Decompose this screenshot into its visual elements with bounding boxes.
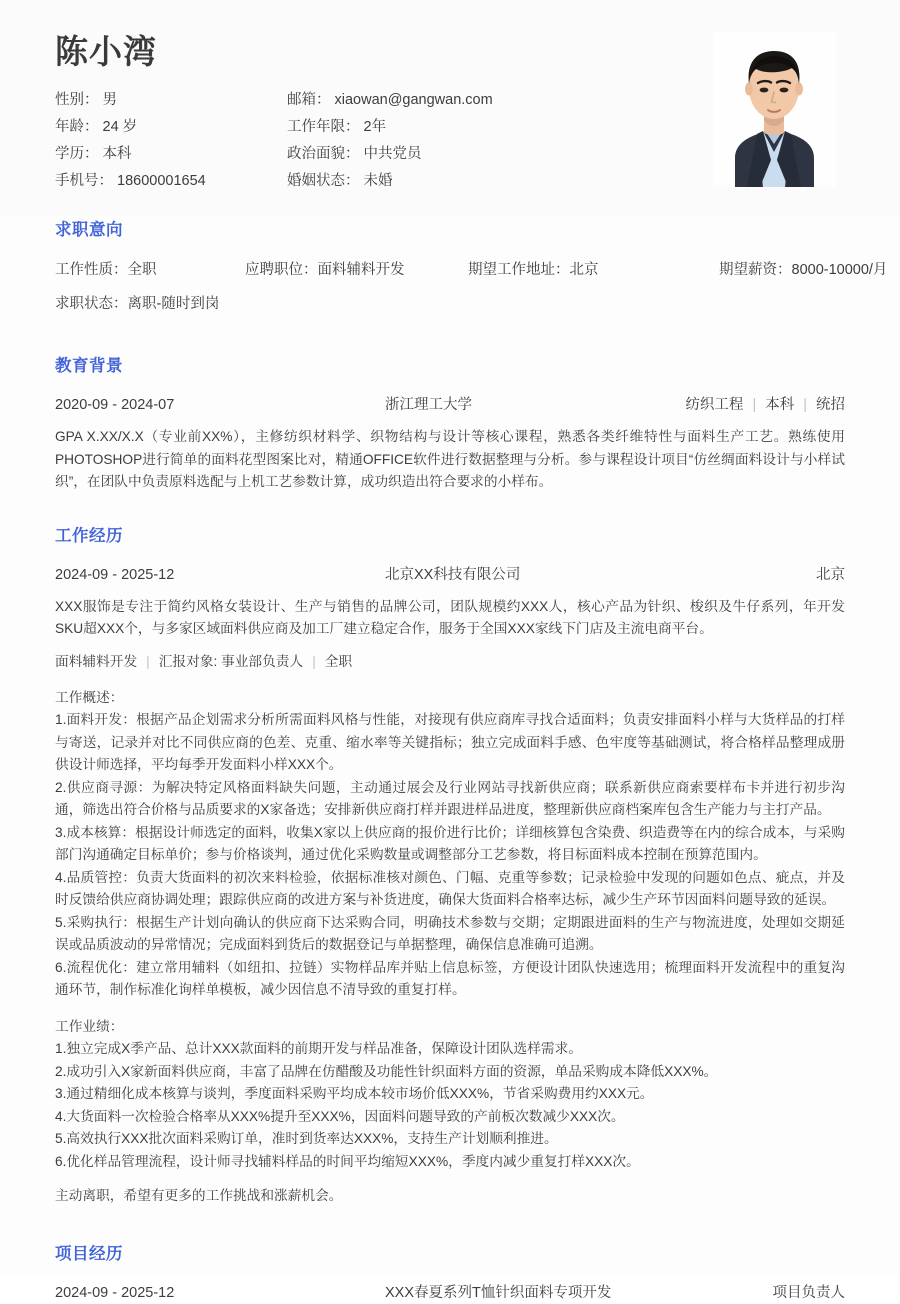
info-gender-value: 男 xyxy=(102,92,117,109)
expected-salary xyxy=(719,258,887,282)
job-intention-row-1 xyxy=(55,258,888,282)
applied-position-label: 应聘职位： xyxy=(245,262,318,279)
applied-position xyxy=(245,258,468,282)
work-achievement-label: 工作业绩： xyxy=(55,1018,124,1034)
list-item: 6.流程优化：建立常用辅料（如纽扣、拉链）实物样品库并贴上信息标签，方便设计团队快速选用；梳理面料开发流程中的重复沟通环节，制作标准化询样单模板，减少因信息不清导致的重复打样。 xyxy=(55,959,845,998)
section-education xyxy=(0,352,900,494)
applied-position-value: 面料辅料开发 xyxy=(317,262,405,279)
education-entry-head xyxy=(55,394,845,416)
project-date: 2024-09 - 2025-12 xyxy=(55,1284,175,1301)
job-nature-value: 全职 xyxy=(127,262,157,279)
info-education-value: 本科 xyxy=(102,146,132,163)
candidate-name: 陈小湾 xyxy=(55,33,157,70)
expected-location-value: 北京 xyxy=(569,262,599,279)
work-location: 北京 xyxy=(816,566,845,583)
info-gender xyxy=(55,90,287,111)
list-item: 3.成本核算：根据设计师选定的面料，收集X家以上供应商的报价进行比价；详细核算包含染费、织造费等在内的综合成本，与采购部门沟通确定目标单价；参与价格谈判，通过优化采购数量或调整部分工艺参数，将目标面料成本控制在预算范围内。 xyxy=(55,824,845,863)
project-entry-head xyxy=(55,1282,845,1304)
education-tag-admission: 统招 xyxy=(816,397,845,414)
job-seeking-status xyxy=(55,292,219,316)
work-company-intro: XXX服饰是专注于简约风格女装设计、生产与销售的品牌公司，团队规模约XXX人，核心产品为针织、梭织及牛仔系列，年开发SKU超XXX个，与多家区域面料供应商及加工厂建立稳定合作，服务于全国XXX家线下门店及主流电商平台。 xyxy=(55,598,845,637)
education-school: 浙江理工大学 xyxy=(385,397,472,414)
work-achievement-list xyxy=(55,1038,845,1173)
list-item: 4.品质管控：负责大货面料的初次来料检验，依据标准核对颜色、门幅、克重等参数；记录检验中发现的问题如色点、疵点，并及时反馈给供应商协调处理；跟踪供应商的改进方案与补货进度，确保大货面料合格率达标，减少生产环节因面料问题导致的延误。 xyxy=(55,869,845,908)
section-title-work-experience: 工作经历 xyxy=(55,526,123,545)
section-title-education: 教育背景 xyxy=(55,357,123,376)
info-education xyxy=(55,144,287,165)
avatar xyxy=(713,32,836,187)
list-item: 2.供应商寻源：为解决特定风格面料缺失问题，主动通过展会及行业网站寻找新供应商；联系新供应商索要样布卡并进行初步沟通，筛选出符合价格与品质要求的X家备选；安排新供应商打样并跟进样品进度，整理新供应商档案库包含生产能力与主打产品。 xyxy=(55,779,845,818)
work-overview-label: 工作概述： xyxy=(55,689,124,705)
info-work-years-value: 2年 xyxy=(363,119,387,136)
info-phone-label: 手机号： xyxy=(55,173,113,190)
expected-location xyxy=(468,258,719,282)
section-job-intention xyxy=(0,216,900,316)
divider: | xyxy=(803,397,807,414)
info-age xyxy=(55,117,287,138)
work-position: 面料辅料开发 xyxy=(55,653,138,669)
education-date: 2020-09 - 2024-07 xyxy=(55,397,175,414)
project-name: XXX春夏系列T恤针织面料专项开发 xyxy=(385,1284,612,1301)
expected-location-label: 期望工作地址： xyxy=(468,262,570,279)
work-meta-tags xyxy=(55,651,845,673)
info-age-value: 24 岁 xyxy=(102,119,138,136)
info-email xyxy=(287,90,493,111)
info-political-status-label: 政治面貌： xyxy=(287,146,360,163)
info-marital-status xyxy=(287,171,393,192)
info-gender-label: 性别： xyxy=(55,92,99,109)
section-project-experience xyxy=(0,1240,900,1304)
info-education-label: 学历： xyxy=(55,146,99,163)
info-email-value: xiaowan@gangwan.com xyxy=(334,92,493,109)
list-item: 1.独立完成X季产品、总计XXX款面料的前期开发与样品准备，保障设计团队选样需求。 xyxy=(55,1041,582,1057)
work-company: 北京XX科技有限公司 xyxy=(385,566,521,583)
education-tags xyxy=(685,394,845,416)
expected-salary-value: 8000-10000/月 xyxy=(791,262,888,279)
job-seeking-status-label: 求职状态： xyxy=(55,296,128,313)
portrait-photo-icon xyxy=(713,32,836,187)
info-phone-value: 18600001654 xyxy=(117,173,206,190)
info-marital-status-label: 婚姻状态： xyxy=(287,173,360,190)
list-item: 5.采购执行：根据生产计划向确认的供应商下达采购合同，明确技术参数与交期；定期跟进面料的生产与物流进度，处理如交期延误或品质波动的异常情况；完成面料到货后的数据登记与单据整理，确保信息准确可追溯。 xyxy=(55,914,845,953)
info-age-label: 年龄： xyxy=(55,119,99,136)
list-item: 1.面料开发：根据产品企划需求分析所需面料风格与性能，对接现有供应商库寻找合适面料；负责安排面料小样与大货样品的打样与寄送，记录并对比不同供应商的色差、克重、缩水率等关键指标；独立完成面料手感、色牢度等基础测试，将合格样品整理成册供设计师选择，平均每季开发面料小样XXX个。 xyxy=(55,712,845,773)
project-role: 项目负责人 xyxy=(772,1284,845,1301)
work-type: 全职 xyxy=(324,653,353,669)
education-tag-degree: 本科 xyxy=(765,397,795,414)
education-description: GPA X.XX/X.X（专业前XX%），主修纺织材料学、织物结构与设计等核心课程，熟悉各类纤维特性与面料生产工艺。熟练使用PHOTOSHOP进行简单的面料花型图案比对，精通OFFICE软件进行数据整理与分析。参与课程设计项目“仿丝绸面料设计与小样试织”，在团队中负责原料选配与上机工艺参数计算，成功织造出符合要求的小样布。 xyxy=(55,429,845,490)
divider: | xyxy=(752,397,757,414)
divider: | xyxy=(312,653,316,669)
work-date: 2024-09 - 2025-12 xyxy=(55,566,175,583)
work-closing-note: 主动离职，希望有更多的工作挑战和涨薪机会。 xyxy=(55,1188,343,1204)
expected-salary-label: 期望薪资： xyxy=(719,262,792,279)
job-intention-row-2 xyxy=(55,292,845,316)
divider: | xyxy=(146,653,150,669)
info-political-status xyxy=(287,144,422,165)
work-report-to: 汇报对象: 事业部负责人 xyxy=(158,653,304,669)
education-tag-major: 纺织工程 xyxy=(685,397,744,414)
info-marital-status-value: 未婚 xyxy=(363,173,393,190)
info-email-label: 邮箱： xyxy=(287,92,331,109)
section-title-project-experience: 项目经历 xyxy=(55,1244,123,1263)
list-item: 6.优化样品管理流程，设计师寻找辅料样品的时间平均缩短XXX%，季度内减少重复打样XXX次。 xyxy=(55,1153,640,1169)
info-political-status-value: 中共党员 xyxy=(363,146,422,163)
list-item: 5.高效执行XXX批次面料采购订单，准时到货率达XXX%，支持生产计划顺利推进。 xyxy=(55,1131,558,1147)
info-phone xyxy=(55,171,287,192)
info-work-years-label: 工作年限： xyxy=(287,119,360,136)
work-entry-head xyxy=(55,564,845,586)
job-nature-label: 工作性质： xyxy=(55,262,128,279)
list-item: 2.成功引入X家新面料供应商，丰富了品牌在仿醋酸及功能性针织面料方面的资源，单品采购成本降低XXX%。 xyxy=(55,1063,718,1079)
section-title-job-intention: 求职意向 xyxy=(55,221,123,240)
job-nature xyxy=(55,258,245,282)
section-work-experience xyxy=(0,522,900,1208)
list-item: 3.通过精细化成本核算与谈判，季度面料采购平均成本较市场价低XXX%，节省采购费用约XXX元。 xyxy=(55,1086,654,1102)
resume-header xyxy=(0,0,900,216)
info-work-years xyxy=(287,117,386,138)
work-overview-list xyxy=(55,709,845,1002)
job-seeking-status-value: 离职-随时到岗 xyxy=(127,296,220,313)
list-item: 4.大货面料一次检验合格率从XXX%提升至XXX%，因面料问题导致的产前板次数减少XXX次。 xyxy=(55,1108,625,1124)
